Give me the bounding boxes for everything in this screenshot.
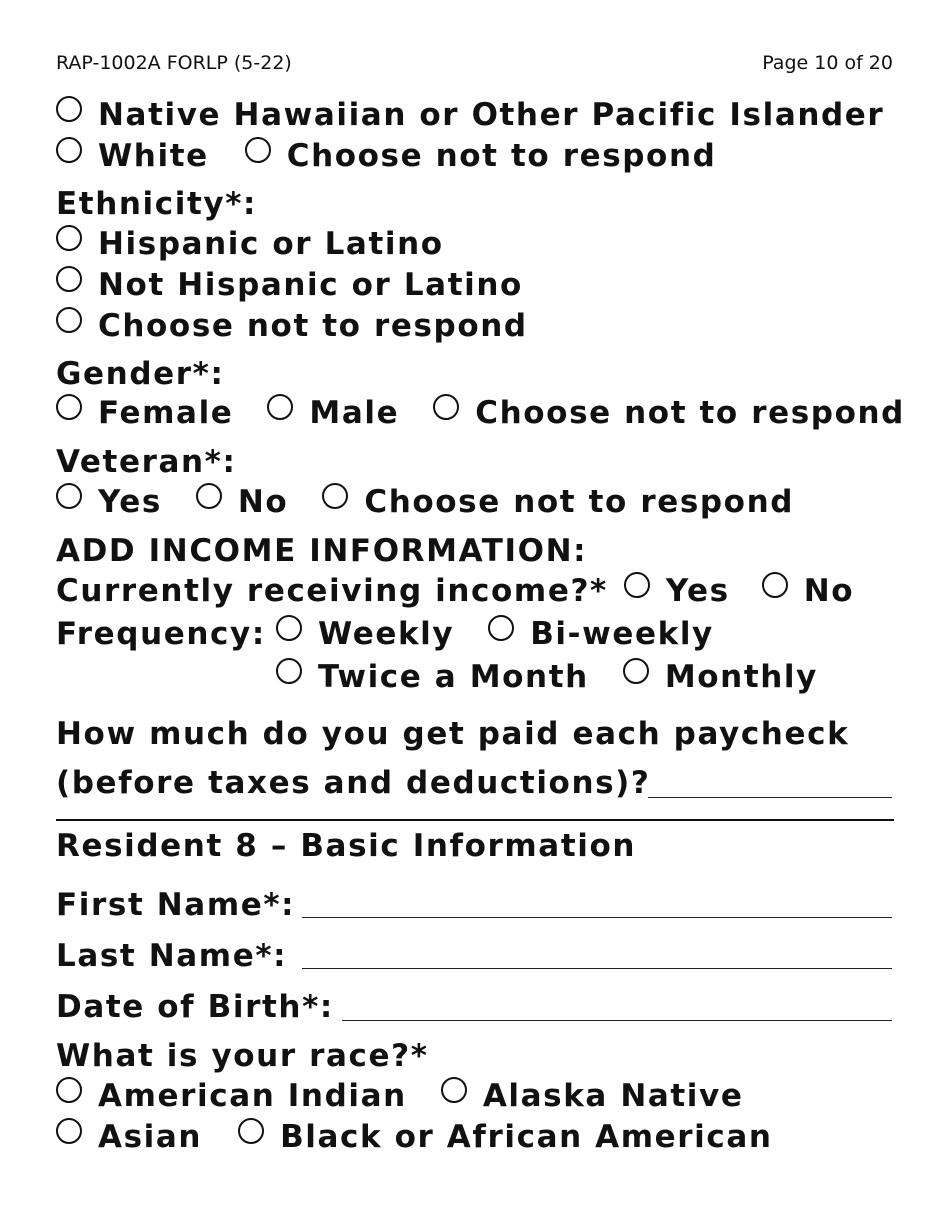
race-option-row — [56, 1078, 743, 1114]
paycheck-question-line1: How much do you get paid each paycheck — [56, 716, 850, 752]
radio-icon[interactable] — [276, 615, 302, 641]
alaska-native-option[interactable] — [441, 1078, 744, 1114]
income-receiving-row — [56, 573, 854, 609]
ethnicity-choose-not-option[interactable] — [56, 308, 528, 344]
weekly-label: Weekly — [318, 616, 455, 652]
radio-icon[interactable] — [488, 615, 514, 641]
radio-icon[interactable] — [441, 1077, 467, 1103]
radio-icon[interactable] — [196, 483, 222, 509]
ethnicity-row — [56, 267, 523, 303]
veteran-row — [56, 484, 794, 520]
native-hawaiian-option[interactable] — [56, 97, 884, 133]
not-hispanic-label: Not Hispanic or Latino — [98, 267, 523, 303]
alaska-native-label: Alaska Native — [482, 1078, 744, 1114]
gender-choose-not-label: Choose not to respond — [475, 395, 905, 431]
monthly-label: Monthly — [664, 659, 818, 695]
gender-label: Gender*: — [56, 356, 225, 392]
dob-label: Date of Birth*: — [56, 989, 334, 1025]
radio-icon[interactable] — [624, 572, 650, 598]
frequency-row-2 — [276, 659, 818, 695]
resident8-heading: Resident 8 – Basic Information — [56, 828, 637, 864]
female-option[interactable] — [56, 395, 233, 431]
native-hawaiian-label: Native Hawaiian or Other Pacific Islander — [98, 97, 885, 133]
radio-icon[interactable] — [56, 483, 82, 509]
veteran-yes-option[interactable] — [56, 484, 162, 520]
black-option[interactable] — [238, 1119, 772, 1155]
race-option-row — [56, 138, 716, 174]
male-option[interactable] — [267, 395, 399, 431]
radio-icon[interactable] — [238, 1118, 264, 1144]
veteran-label: Veteran*: — [56, 444, 237, 480]
race-choose-not-label: Choose not to respond — [286, 138, 717, 174]
american-indian-option[interactable] — [56, 1078, 407, 1114]
frequency-row — [56, 616, 714, 652]
white-option[interactable] — [56, 138, 209, 174]
radio-icon[interactable] — [322, 483, 348, 509]
american-indian-label: American Indian — [98, 1078, 407, 1114]
radio-icon[interactable] — [56, 225, 82, 251]
radio-icon[interactable] — [623, 658, 649, 684]
income-yes-option[interactable] — [624, 573, 730, 609]
radio-icon[interactable] — [56, 96, 82, 122]
first-name-label: First Name*: — [56, 887, 296, 923]
radio-icon[interactable] — [56, 137, 82, 163]
race-choose-not-option[interactable] — [245, 138, 717, 174]
veteran-no-label: No — [237, 484, 289, 520]
radio-icon[interactable] — [56, 1118, 82, 1144]
not-hispanic-option[interactable] — [56, 267, 523, 303]
race-option-row — [56, 1119, 773, 1155]
ethnicity-row — [56, 308, 528, 344]
form-id: RAP-1002A FORLP (5-22) — [56, 52, 292, 74]
asian-label: Asian — [98, 1119, 203, 1155]
ethnicity-choose-not-label: Choose not to respond — [98, 308, 528, 344]
paycheck-amount-field[interactable] — [648, 797, 892, 798]
race-question-label: What is your race?* — [56, 1038, 429, 1074]
radio-icon[interactable] — [433, 394, 459, 420]
gender-choose-not-option[interactable] — [433, 395, 905, 431]
hispanic-label: Hispanic or Latino — [98, 226, 444, 262]
veteran-choose-not-label: Choose not to respond — [364, 484, 795, 520]
ethnicity-label: Ethnicity*: — [56, 186, 257, 222]
radio-icon[interactable] — [762, 572, 788, 598]
income-yes-label: Yes — [665, 573, 730, 609]
veteran-no-option[interactable] — [196, 484, 288, 520]
radio-icon[interactable] — [245, 137, 271, 163]
radio-icon[interactable] — [56, 266, 82, 292]
biweekly-option[interactable] — [488, 616, 714, 652]
ethnicity-row — [56, 226, 444, 262]
section-divider — [56, 819, 894, 821]
frequency-label: Frequency: — [56, 616, 266, 652]
dob-field[interactable] — [342, 1020, 892, 1021]
first-name-field[interactable] — [302, 917, 892, 918]
radio-icon[interactable] — [56, 394, 82, 420]
white-label: White — [98, 138, 209, 174]
page-number: Page 10 of 20 — [762, 52, 893, 74]
asian-option[interactable] — [56, 1119, 202, 1155]
twice-month-option[interactable] — [276, 659, 589, 695]
gender-row — [56, 395, 905, 431]
veteran-yes-label: Yes — [98, 484, 162, 520]
female-label: Female — [98, 395, 234, 431]
last-name-label: Last Name*: — [56, 938, 288, 974]
last-name-field[interactable] — [302, 968, 892, 969]
veteran-choose-not-option[interactable] — [322, 484, 794, 520]
monthly-option[interactable] — [623, 659, 818, 695]
paycheck-question-line2: (before taxes and deductions)? — [56, 765, 651, 801]
radio-icon[interactable] — [267, 394, 293, 420]
income-heading: ADD INCOME INFORMATION: — [56, 533, 588, 569]
black-label: Black or African American — [280, 1119, 773, 1155]
income-no-label: No — [803, 573, 855, 609]
hispanic-option[interactable] — [56, 226, 444, 262]
income-no-option[interactable] — [762, 573, 854, 609]
income-receiving-label: Currently receiving income?* — [56, 573, 608, 609]
weekly-option[interactable] — [276, 616, 454, 652]
race-option-row — [56, 97, 884, 133]
twice-month-label: Twice a Month — [318, 659, 589, 695]
male-label: Male — [309, 395, 400, 431]
radio-icon[interactable] — [56, 307, 82, 333]
radio-icon[interactable] — [56, 1077, 82, 1103]
biweekly-label: Bi-weekly — [530, 616, 714, 652]
radio-icon[interactable] — [276, 658, 302, 684]
